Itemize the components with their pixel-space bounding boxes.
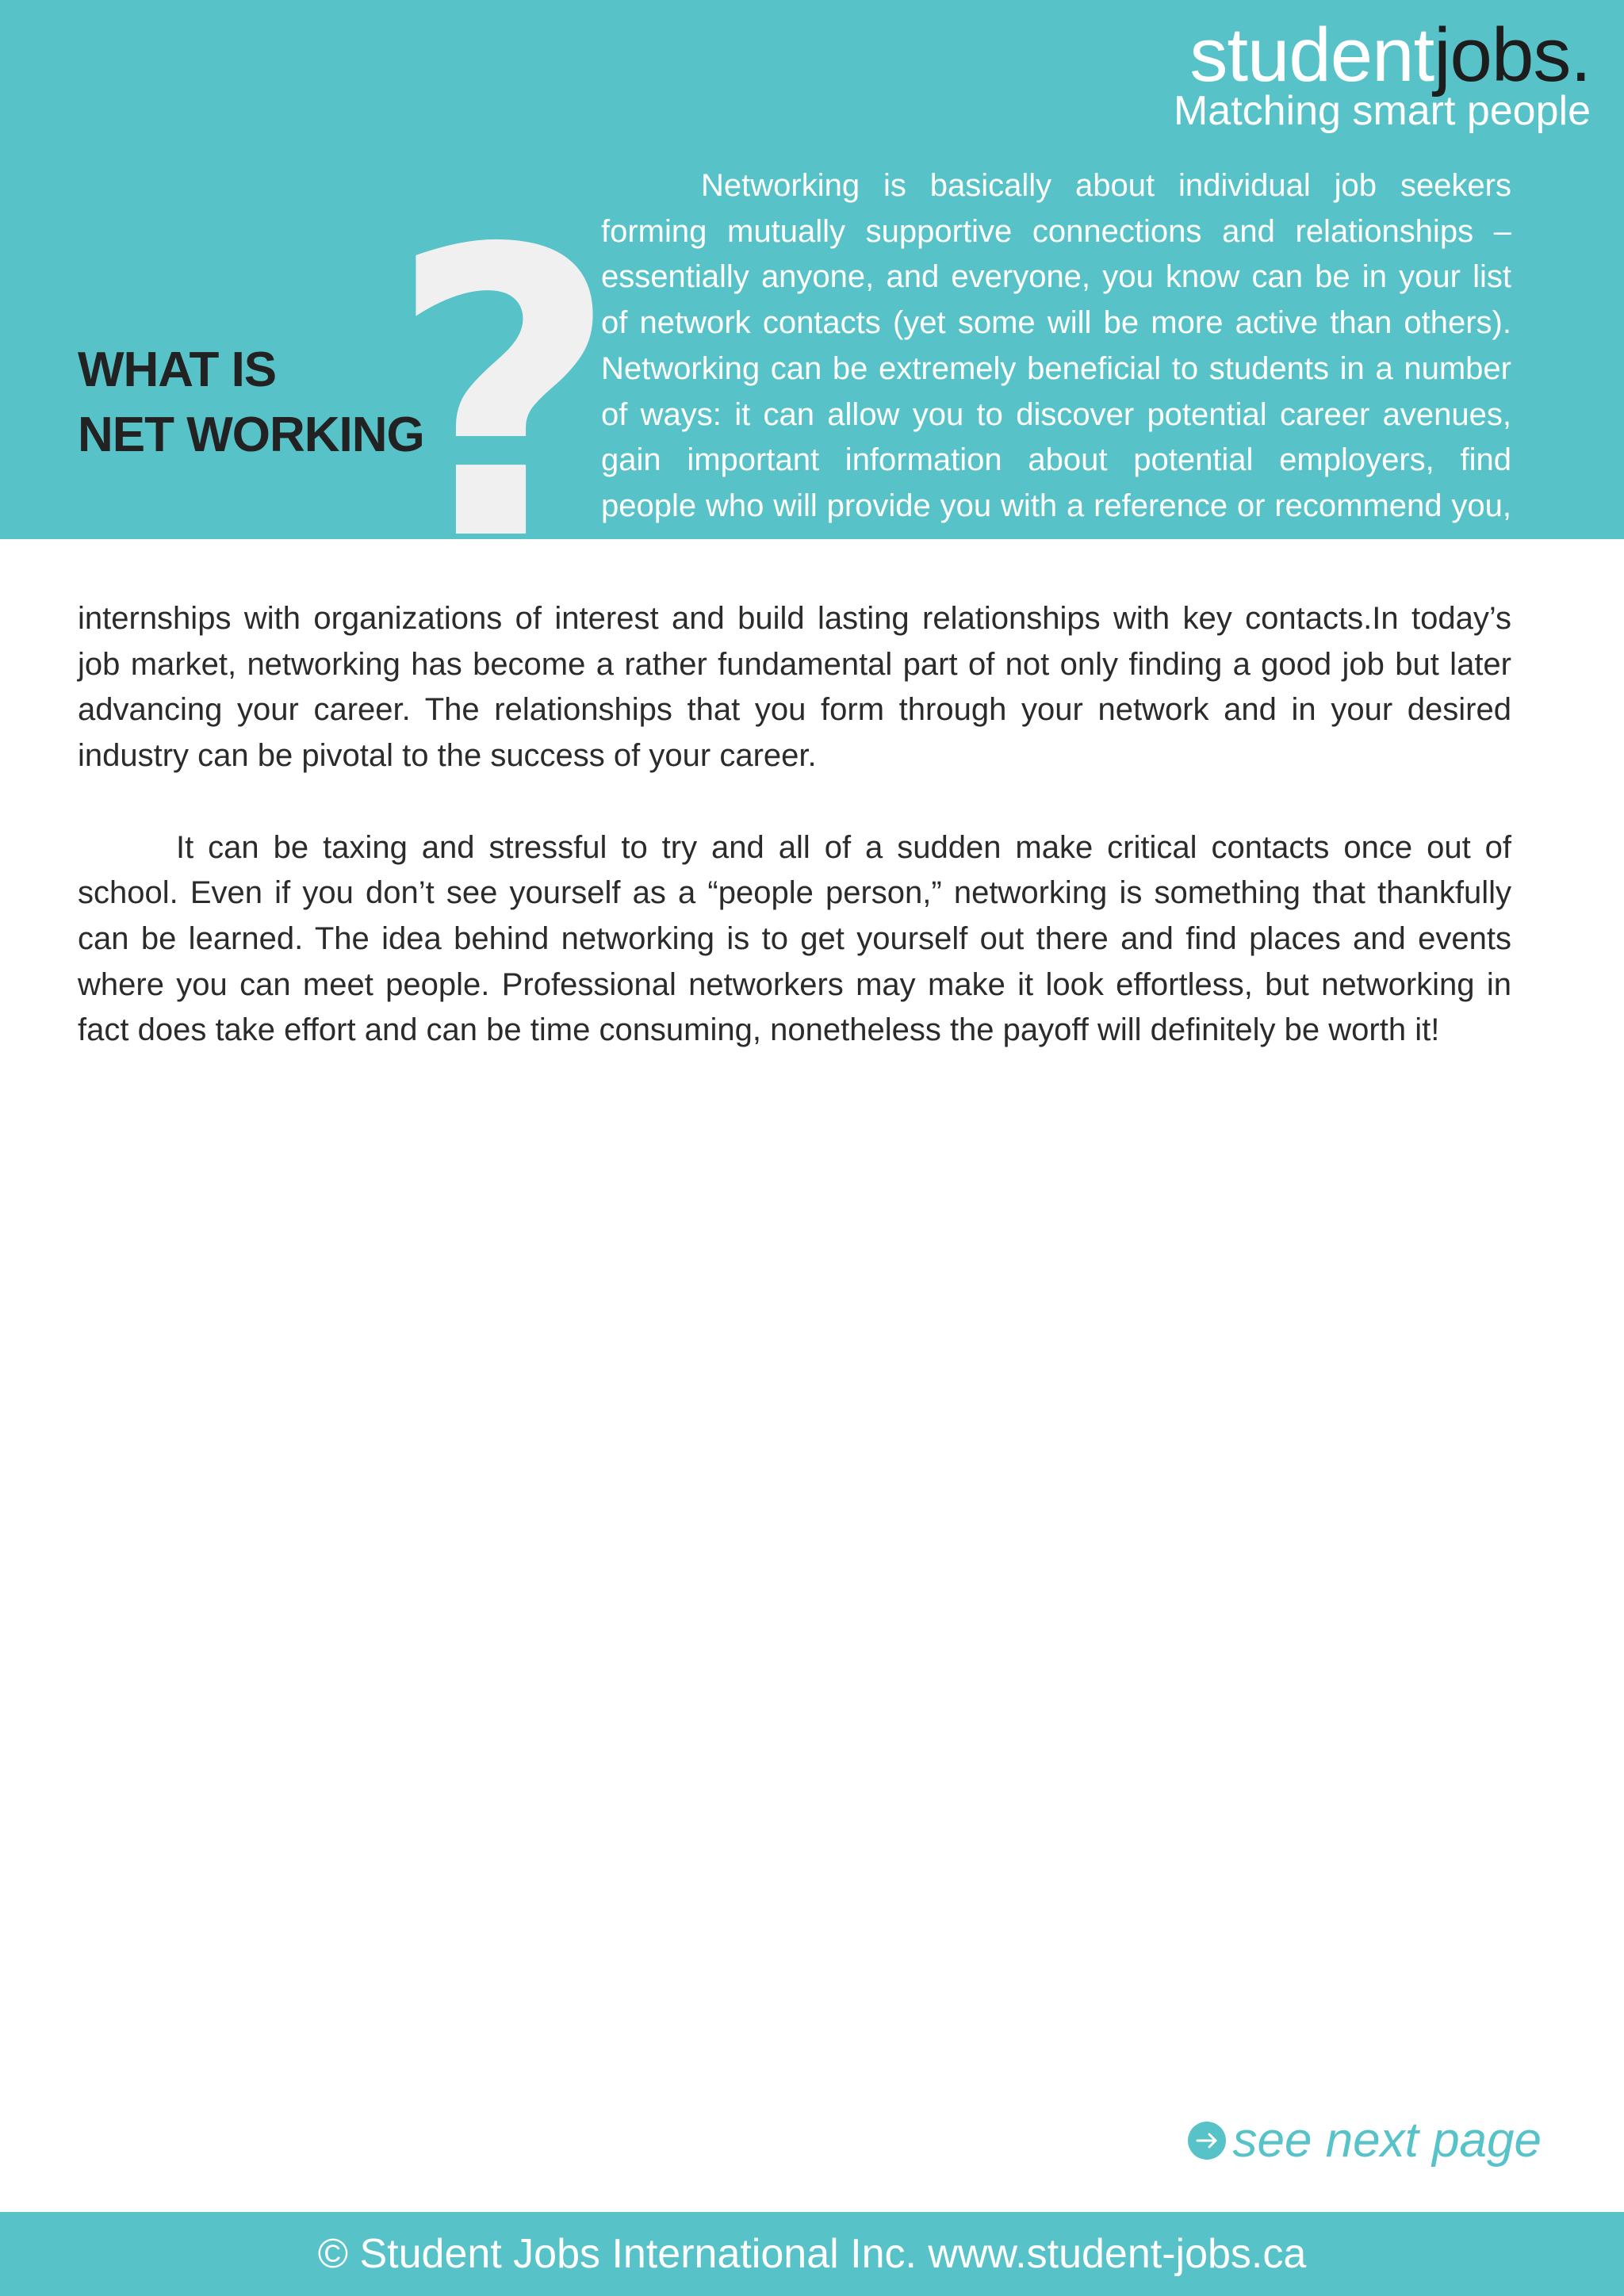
see-next-page-label: see next page xyxy=(1232,2113,1542,2168)
intro-paragraph: Networking is basically about individual job seekers forming mutually supportive connections and relationships –essentially anyone, and everyone, you know can be in your list of network contacts (yet some will be more active than others). Networking can be extremely beneficial to students in a number of ways: it can allow you to discover potential career avenues, gain important information about potential employers, find people who will provide you with a reference or recommend you, secure xyxy=(601,168,1511,569)
see-next-page-link[interactable] xyxy=(1188,2110,1542,2171)
page-title-line-2: NET WORKING xyxy=(78,408,424,462)
brand-tagline: Matching smart people xyxy=(1173,88,1591,134)
page-title-line-1: WHAT IS xyxy=(78,342,277,397)
question-mark-graphic: ? xyxy=(389,166,619,627)
header-banner xyxy=(0,0,1624,627)
logo-text-light: student xyxy=(1189,13,1434,98)
body-text xyxy=(78,596,1511,1100)
page-title xyxy=(78,338,424,468)
footer-text: © Student Jobs International Inc. www.student-jobs.ca xyxy=(317,2231,1307,2277)
body-paragraph-2: It can be taxing and stressful to try and all of a sudden make critical contacts once out of school. Even if you don’t see yourself as a “people person,” networking is something that thankfully can be learned. The idea behind networking is to get yourself out there and find places and events where you can meet people. Professional networkers may make it look effortless, but networking in fact does take effort and can be time consuming, nonetheless the payoff will definitely be worth it! xyxy=(78,829,1511,1048)
logo-text-dark: jobs. xyxy=(1434,13,1591,98)
arrow-right-circle-icon xyxy=(1188,2122,1226,2160)
footer-bar xyxy=(0,2212,1624,2296)
body-paragraph-1: internships with organizations of interest and build lasting relationships with key contacts.In today’s job market, networking has become a rather fundamental part of not only finding a good job but later advancing your career. The relationships that you form through your network and in your desired industry can be pivotal to the success of your career. xyxy=(78,601,1511,774)
